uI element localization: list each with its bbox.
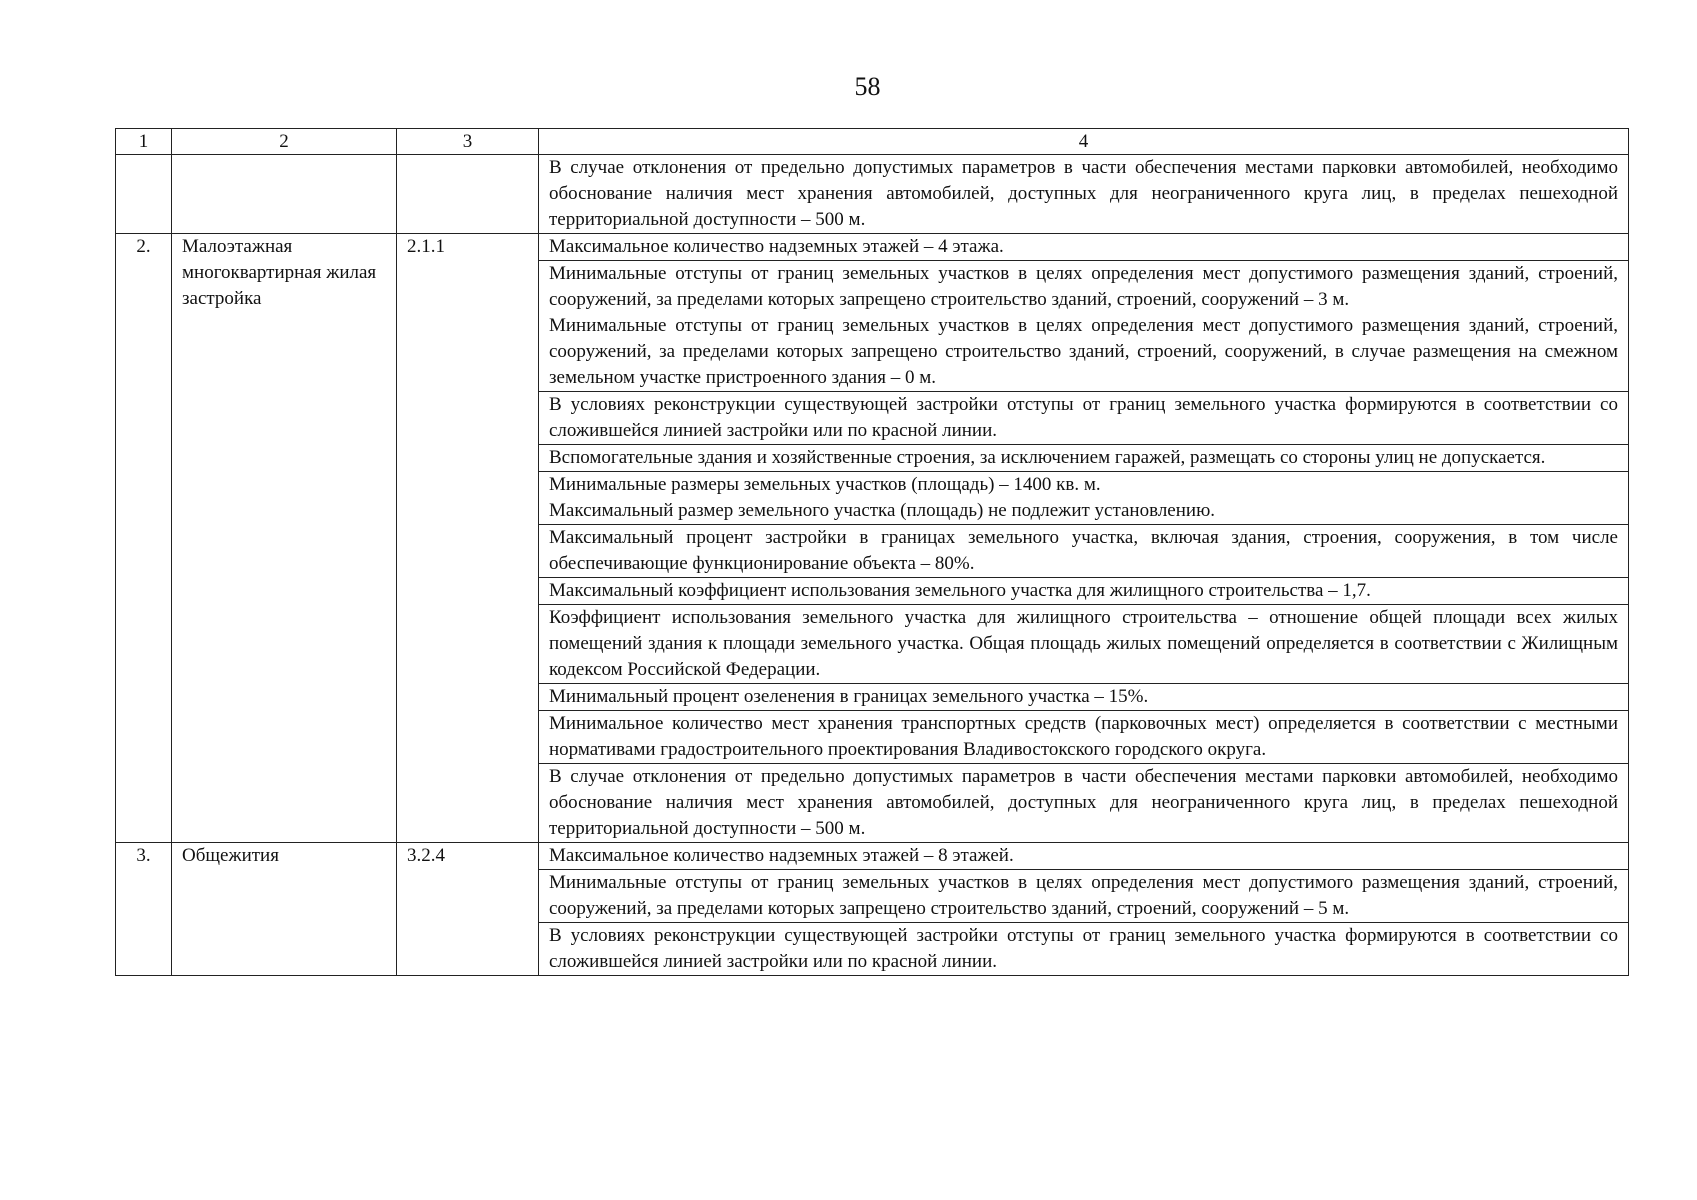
- table-row: [116, 234, 1629, 261]
- parameter-cell: [539, 605, 1629, 684]
- parameter-cell: [539, 261, 1629, 392]
- land-use-code-cell: 2.1.1: [397, 234, 539, 843]
- page-number: 58: [854, 72, 881, 101]
- parameter-cell: [539, 843, 1629, 870]
- parameter-cell: [539, 525, 1629, 578]
- parameter-text: В случае отклонения от предельно допустимых параметров в части обеспечения местами парковки автомобилей, необходимо обоснование наличия мест хранения автомобилей, доступных для неограниченного круга лиц, в пределах пешеходной территориальной доступности – 500 м.: [549, 157, 1618, 230]
- parameter-text: Минимальные отступы от границ земельных участков в целях определения мест допустимого размещения зданий, строений, сооружений, за пределами которых запрещено строительство зданий, строений, сооружений – 3 м.: [549, 263, 1618, 310]
- parameter-cell: [539, 578, 1629, 605]
- header-cell-3: 3: [397, 129, 539, 155]
- land-use-code-cell: 3.2.4: [397, 843, 539, 976]
- parameter-cell: [539, 472, 1629, 525]
- table-row: [116, 843, 1629, 870]
- parameter-cell: [539, 234, 1629, 261]
- parameter-cell: [539, 155, 1629, 234]
- parameter-text: Вспомогательные здания и хозяйственные строения, за исключением гаражей, размещать со стороны улиц не допускается.: [549, 447, 1546, 468]
- parameter-cell: [539, 870, 1629, 923]
- header-cell-2: 2: [172, 129, 397, 155]
- parameter-text: Минимальные отступы от границ земельных участков в целях определения мест допустимого размещения зданий, строений, сооружений, за пределами которых запрещено строительство зданий, строений, сооружений, в случае размещения на смежном земельном участке пристроенного здания – 0 м.: [549, 315, 1618, 388]
- parameter-text: Минимальные размеры земельных участков (площадь) – 1400 кв. м.: [549, 474, 1101, 495]
- land-use-name-cell: Малоэтажная многоквартирная жилая застройка: [172, 234, 397, 843]
- header-cell-1: 1: [116, 129, 172, 155]
- continuation-row: [116, 155, 1629, 234]
- row-number-cell: 3.: [116, 843, 172, 976]
- regulations-table: [115, 128, 1629, 976]
- parameter-text: В условиях реконструкции существующей застройки отступы от границ земельного участка формируются в соответствии со сложившейся линией застройки или по красной линии.: [549, 394, 1618, 441]
- empty-name-cell: [172, 155, 397, 234]
- row-number-cell: 2.: [116, 234, 172, 843]
- parameter-text: Коэффициент использования земельного участка для жилищного строительства – отношение общей площади всех жилых помещений здания к площади земельного участка. Общая площадь жилых помещений определяется в соответствии с Жилищным кодексом Российской Федерации.: [549, 607, 1618, 680]
- table-header-row: [116, 129, 1629, 155]
- parameter-text: Максимальный коэффициент использования земельного участка для жилищного строительства – 1,7.: [549, 580, 1371, 601]
- empty-number-cell: [116, 155, 172, 234]
- parameter-cell: [539, 445, 1629, 472]
- parameter-cell: [539, 923, 1629, 976]
- parameter-cell: [539, 392, 1629, 445]
- parameter-cell: [539, 764, 1629, 843]
- parameter-text: Максимальный процент застройки в границах земельного участка, включая здания, строения, сооружения, в том числе обеспечивающие функционирование объекта – 80%.: [549, 527, 1618, 574]
- parameter-cell: [539, 711, 1629, 764]
- parameter-text: В случае отклонения от предельно допустимых параметров в части обеспечения местами парковки автомобилей, необходимо обоснование наличия мест хранения автомобилей, доступных для неограниченного круга лиц, в пределах пешеходной территориальной доступности – 500 м.: [549, 766, 1618, 839]
- parameter-text: Максимальное количество надземных этажей – 8 этажей.: [549, 845, 1014, 866]
- parameter-text: В условиях реконструкции существующей застройки отступы от границ земельного участка формируются в соответствии со сложившейся линией застройки или по красной линии.: [549, 925, 1618, 972]
- parameter-text: Максимальный размер земельного участка (площадь) не подлежит установлению.: [549, 500, 1216, 521]
- empty-code-cell: [397, 155, 539, 234]
- land-use-name-cell: Общежития: [172, 843, 397, 976]
- header-cell-4: 4: [539, 129, 1629, 155]
- parameter-text: Максимальное количество надземных этажей – 4 этажа.: [549, 236, 1004, 257]
- parameter-cell: [539, 684, 1629, 711]
- parameter-text: Минимальные отступы от границ земельных участков в целях определения мест допустимого размещения зданий, строений, сооружений, за пределами которых запрещено строительство зданий, строений, сооружений – 5 м.: [549, 872, 1618, 919]
- parameter-text: Минимальный процент озеленения в границах земельного участка – 15%.: [549, 686, 1149, 707]
- parameter-text: Минимальное количество мест хранения транспортных средств (парковочных мест) определяется в соответствии с местными нормативами градостроительного проектирования Владивостокского городского округа.: [549, 713, 1618, 760]
